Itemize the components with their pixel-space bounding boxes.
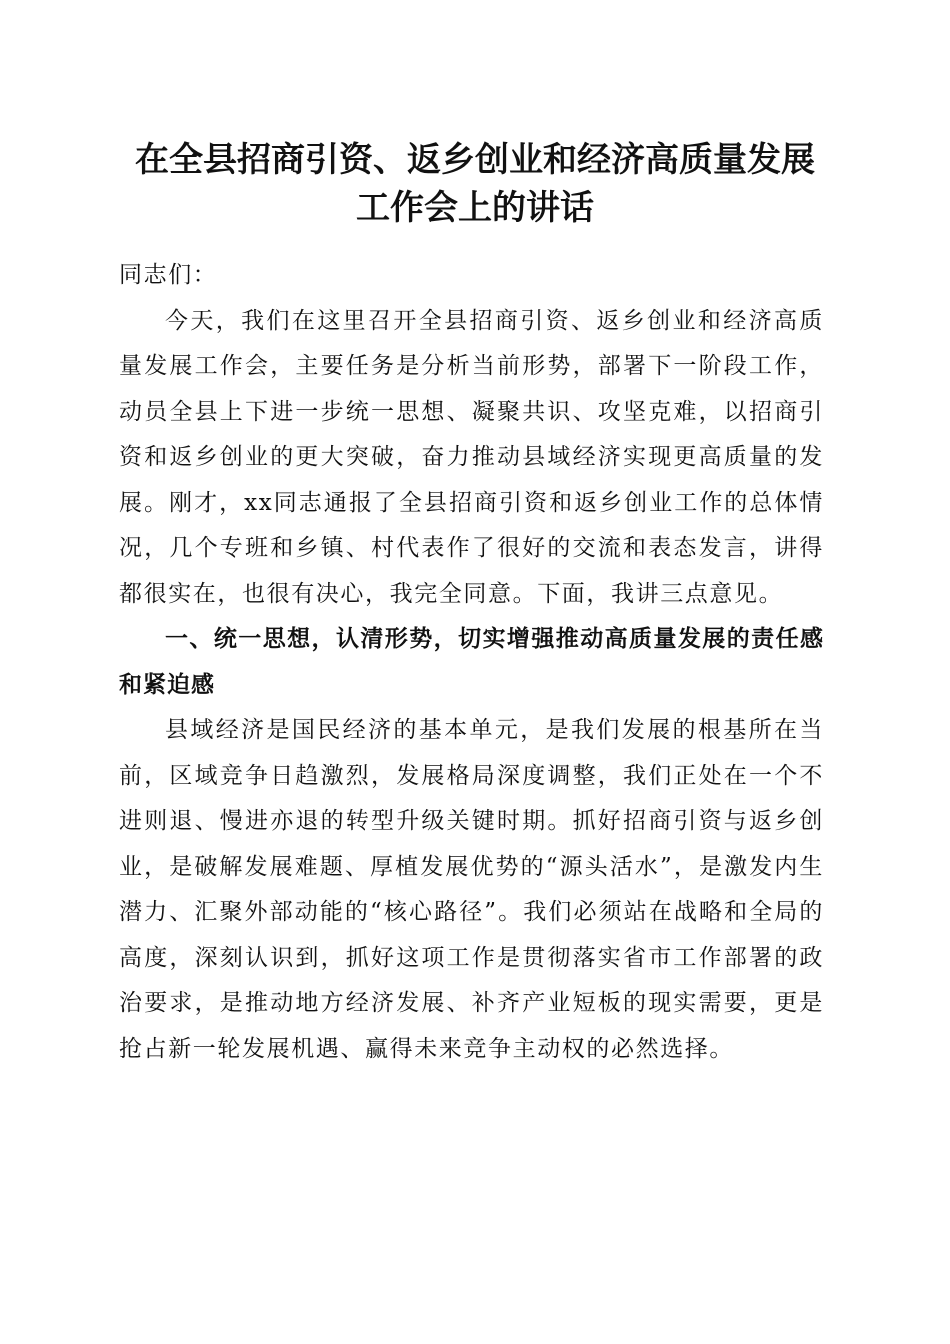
opening-paragraph: 今天，我们在这里召开全县招商引资、返乡创业和经济高质量发展工作会，主要任务是分析当前形势，部署下一阶段工作，动员全县上下进一步统一思想、凝聚共识、攻坚克难，以招商引资和返乡创业的更大突破，奋力推动县域经济实现更高质量的发展。刚才，xx同志通报了全县招商引资和返乡创业工作的总体情况，几个专班和乡镇、村代表作了很好的交流和表态发言，讲得都很实在，也很有决心，我完全同意。下面，我讲三点意见。 bbox=[119, 307, 824, 607]
document-title-line-1: 在全县招商引资、返乡创业和经济高质量发展 bbox=[135, 140, 815, 180]
section-heading-1: 一、统一思想，认清形势，切实增强推动高质量发展的责任感和紧迫感 bbox=[119, 626, 824, 698]
document-title-line-2: 工作会上的讲话 bbox=[356, 188, 594, 228]
salutation: 同志们： bbox=[119, 262, 218, 288]
document-body bbox=[119, 253, 824, 1072]
section-paragraph-1: 县域经济是国民经济的基本单元，是我们发展的根基所在当前，区域竞争日趋激烈，发展格局深度调整，我们正处在一个不进则退、慢进亦退的转型升级关键时期。抓好招商引资与返乡创业，是破解发展难题、厚植发展优势的“源头活水”，是激发内生潜力、汇聚外部动能的“核心路径”。我们必须站在战略和全局的高度，深刻认识到，抓好这项工作是贯彻落实省市工作部署的政治要求，是推动地方经济发展、补齐产业短板的现实需要，更是抢占新一轮发展机遇、赢得未来竞争主动权的必然选择。 bbox=[119, 717, 824, 1062]
